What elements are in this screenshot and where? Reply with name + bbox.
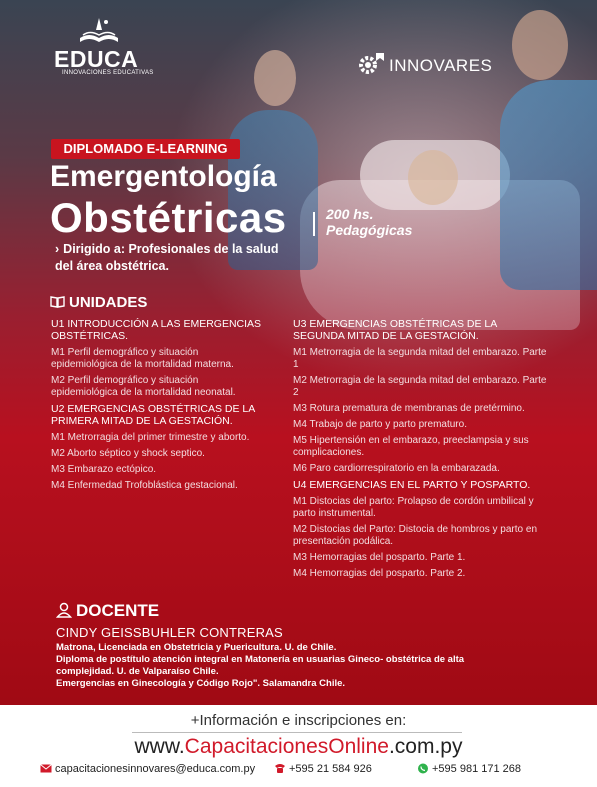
- module-item: M4 Enfermedad Trofoblástica gestacional.: [51, 480, 238, 491]
- docente-heading-text: DOCENTE: [76, 601, 160, 620]
- module-item: M1 Metrorragia de la segunda mitad del embarazo. Parte 1: [293, 347, 547, 370]
- web-prefix: www.: [134, 735, 185, 758]
- course-title-line2: Obstétricas: [50, 194, 287, 241]
- phone-contact[interactable]: [274, 763, 372, 775]
- module-item: M3 Hemorragias del posparto. Parte 1.: [293, 552, 466, 563]
- program-badge: DIPLOMADO E-LEARNING: [51, 139, 240, 159]
- module-item: M2 Aborto séptico y shock septico.: [51, 448, 205, 459]
- chevron-right-icon: ›: [55, 242, 60, 256]
- module-item: M2 Distocias del Parto: Distocia de hombros y parto en presentación podálica.: [293, 524, 537, 547]
- innovares-logo-text: INNOVARES: [389, 56, 493, 75]
- open-book-logo-icon: [78, 16, 120, 46]
- course-hours: [326, 206, 412, 238]
- book-icon: [50, 295, 65, 308]
- module-item: M1 Perfil demográfico y situación epidemiológica de la mortalidad materna.: [51, 347, 234, 370]
- unit-title: U2 EMERGENCIAS OBSTÉTRICAS DE LA PRIMERA MITAD DE LA GESTACIÓN.: [51, 403, 255, 427]
- educa-tagline: INNOVACIONES EDUCATIVAS: [62, 70, 154, 76]
- whatsapp-contact[interactable]: [417, 763, 521, 775]
- module-item: M1 Metrorragia del primer trimestre y aborto.: [51, 432, 250, 443]
- gear-icon: [356, 50, 386, 76]
- module-item: M4 Trabajo de parto y parto prematuro.: [293, 419, 467, 430]
- whatsapp-text: +595 981 171 268: [432, 763, 522, 775]
- phone-text: +595 21 584 926: [289, 763, 372, 775]
- web-suffix: .com.py: [388, 735, 463, 758]
- module-item: M2 Perfil demográfico y situación epidemiológica de la mortalidad neonatal.: [51, 375, 236, 398]
- mail-icon: [40, 763, 52, 774]
- title-divider: [313, 212, 315, 236]
- units-left-column: [51, 318, 266, 496]
- website-link[interactable]: [0, 735, 597, 759]
- educa-logo-text: EDUCA: [54, 46, 139, 72]
- module-item: M3 Rotura prematura de membranas de pretérmino.: [293, 403, 525, 414]
- whatsapp-icon: [417, 763, 429, 774]
- target-audience: [55, 241, 305, 275]
- web-highlight: CapacitacionesOnline: [184, 735, 389, 758]
- module-item: M1 Distocias del parto: Prolapso de cordón umbilical y parto instrumental.: [293, 496, 534, 519]
- audience-line2: del área obstétrica.: [55, 259, 169, 273]
- hours-unit: Pedagógicas: [326, 222, 413, 238]
- credential-line: Emergencias en Ginecología y Código Rojo". Salamandra Chile.: [56, 678, 346, 689]
- user-icon: [56, 602, 72, 618]
- doctor-head: [512, 10, 568, 80]
- module-item: M5 Hipertensión en el embarazo, preeclampsia y sus complicaciones.: [293, 435, 529, 458]
- more-info-label: +Información e inscripciones en:: [190, 712, 407, 729]
- credential-line: Matrona, Licenciada en Obstetricia y Puericultura. U. de Chile.: [56, 642, 337, 653]
- teacher-name: CINDY GEISSBUHLER CONTRERAS: [56, 625, 283, 640]
- module-item: M3 Embarazo ectópico.: [51, 464, 157, 475]
- units-right-column: [293, 318, 548, 584]
- unidades-heading: [50, 294, 147, 311]
- teacher-credentials: [56, 642, 506, 690]
- unit-title: U4 EMERGENCIAS EN EL PARTO Y POSPARTO.: [293, 479, 531, 491]
- hours-value: 200 hs.: [326, 206, 374, 222]
- unit-title: U1 INTRODUCCIÓN A LAS EMERGENCIAS OBSTÉTRICAS.: [51, 318, 262, 342]
- nurse-head: [254, 50, 296, 106]
- phone-icon: [274, 763, 286, 774]
- doctor-figure: [500, 80, 597, 290]
- course-title-line1: Emergentología: [50, 160, 277, 193]
- email-text: capacitacionesinnovares@educa.com.py: [55, 763, 256, 775]
- docente-heading: [56, 601, 159, 621]
- unidades-heading-text: UNIDADES: [69, 294, 148, 311]
- unit-title: U3 EMERGENCIAS OBSTÉTRICAS DE LA SEGUNDA MITAD DE LA GESTACIÓN.: [293, 318, 497, 342]
- audience-line1: Dirigido a: Profesionales de la salud: [63, 242, 279, 256]
- credential-line: Diploma de postítulo atención integral en Matonería en usuarias Gineco- obstétrica de alta complejidad. U. de Valparaíso Chile.: [56, 654, 465, 677]
- module-item: M2 Metrorragia de la segunda mitad del embarazo. Parte 2: [293, 375, 547, 398]
- email-contact[interactable]: [40, 763, 255, 775]
- module-item: M4 Hemorragias del posparto. Parte 2.: [293, 568, 466, 579]
- footer-rule: [132, 732, 462, 733]
- patient-head: [408, 150, 458, 205]
- module-item: M6 Paro cardiorrespiratorio en la embarazada.: [293, 463, 500, 474]
